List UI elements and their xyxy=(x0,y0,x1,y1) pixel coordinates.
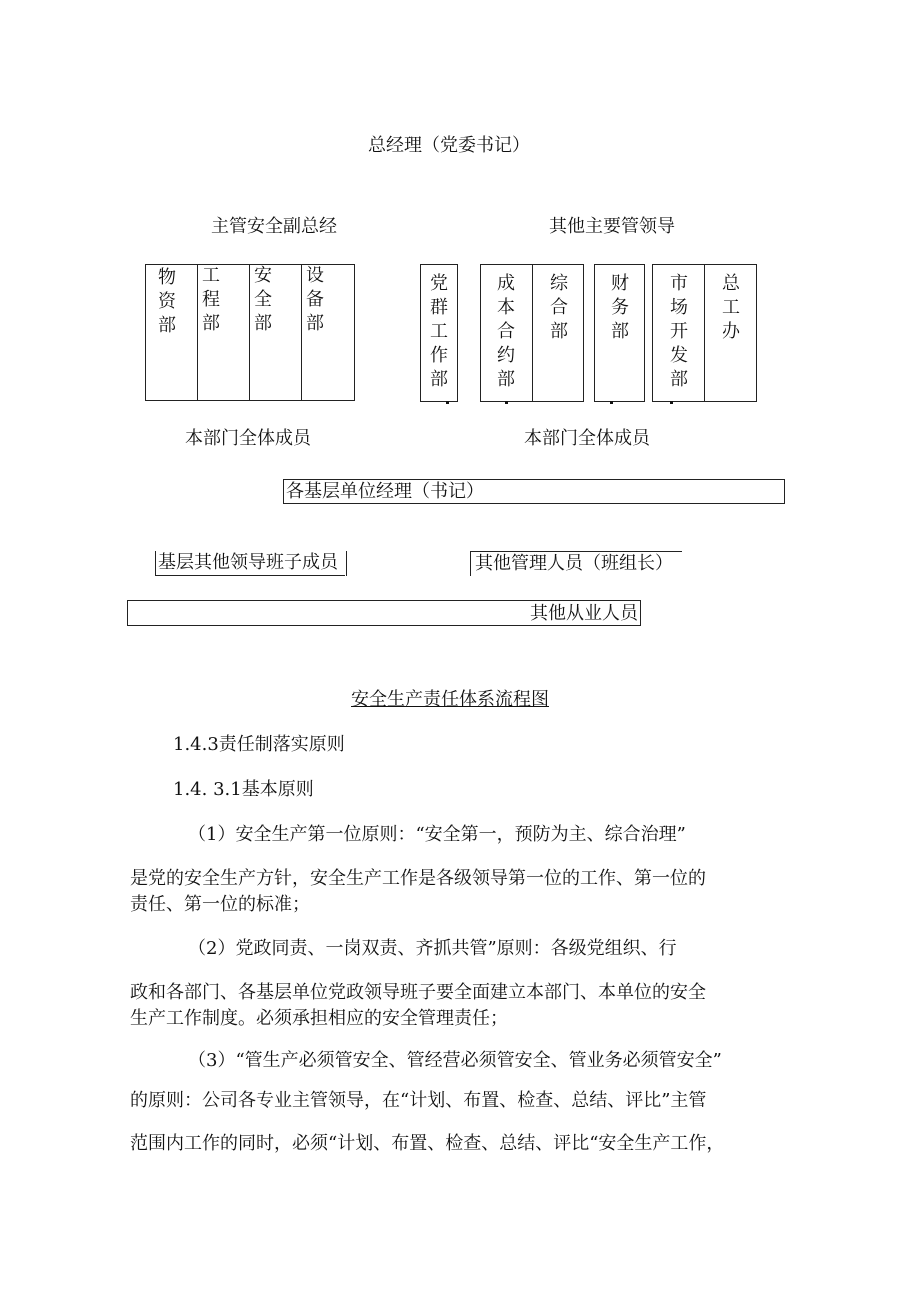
section-heading: 1.4.3责任制落实原则 xyxy=(173,734,345,755)
dept-shebei: 设备部 xyxy=(306,265,324,334)
divider xyxy=(197,264,198,401)
dept-zonggong: 总工办 xyxy=(722,273,740,342)
paragraph-line: 政和各部门、各基层单位党政领导班子要全面建立本部门、本单位的安全 xyxy=(130,982,706,1003)
left-members: 本部门全体成员 xyxy=(185,428,311,449)
other-managers: 其他管理人员（班组长） xyxy=(475,553,673,574)
connector-dot xyxy=(670,401,673,404)
paragraph-line: 是党的安全生产方针，安全生产工作是各级领导第一位的工作、第一位的 xyxy=(130,868,706,889)
chart-caption: 安全生产责任体系流程图 xyxy=(351,689,549,710)
connector-dot xyxy=(610,401,613,404)
connector-dot xyxy=(505,401,508,404)
dept-zonghe: 综合部 xyxy=(550,273,568,342)
chart-left-leader: 主管安全副总经 xyxy=(211,216,337,237)
chart-right-leader: 其他主要管领导 xyxy=(549,216,675,237)
divider xyxy=(704,264,705,402)
unit-managers-box xyxy=(283,479,785,504)
connector-dot xyxy=(446,401,449,404)
other-staff: 其他从业人员 xyxy=(530,603,638,624)
unit-managers: 各基层单位经理（书记） xyxy=(286,481,484,502)
dept-caiwu: 财务部 xyxy=(611,273,629,342)
paragraph-line: 生产工作制度。必须承担相应的安全管理责任； xyxy=(130,1008,508,1029)
dept-wuzi: 物资部 xyxy=(158,267,176,336)
chart-top-node: 总经理（党委书记） xyxy=(368,135,530,156)
unit-team: 基层其他领导班子成员 xyxy=(158,552,338,573)
subsection-heading: 1.4. 3.1基本原则 xyxy=(173,779,314,800)
other-staff-box xyxy=(127,600,641,626)
divider xyxy=(532,264,533,402)
right-members: 本部门全体成员 xyxy=(524,428,650,449)
paragraph-line: （1）安全生产第一位原则：“安全第一，预防为主、综合治理” xyxy=(188,824,686,845)
paragraph-line: （3）“管生产必须管安全、管经营必须管安全、管业务必须管安全” xyxy=(188,1050,722,1071)
dept-anquan: 安全部 xyxy=(254,265,272,334)
divider xyxy=(249,264,250,401)
paragraph-line: 责任、第一位的标准； xyxy=(130,894,310,915)
paragraph-line: （2）党政同责、一岗双责、齐抓共管”原则：各级党组织、行 xyxy=(188,938,677,959)
dept-shichang: 市场开发部 xyxy=(670,273,688,390)
dept-gongcheng: 工程部 xyxy=(202,265,220,334)
divider xyxy=(301,264,302,401)
paragraph-line: 范围内工作的同时，必须“计划、布置、检查、总结、评比“安全生产工作， xyxy=(130,1133,725,1154)
divider xyxy=(346,551,347,576)
paragraph-line: 的原则：公司各专业主管领导，在“计划、布置、检查、总结、评比”主管 xyxy=(130,1090,707,1111)
dept-dangqun: 党群工作部 xyxy=(430,273,448,390)
dept-chengben: 成本合约部 xyxy=(497,273,515,390)
other-managers-box xyxy=(470,551,682,576)
unit-team-box xyxy=(155,551,345,576)
